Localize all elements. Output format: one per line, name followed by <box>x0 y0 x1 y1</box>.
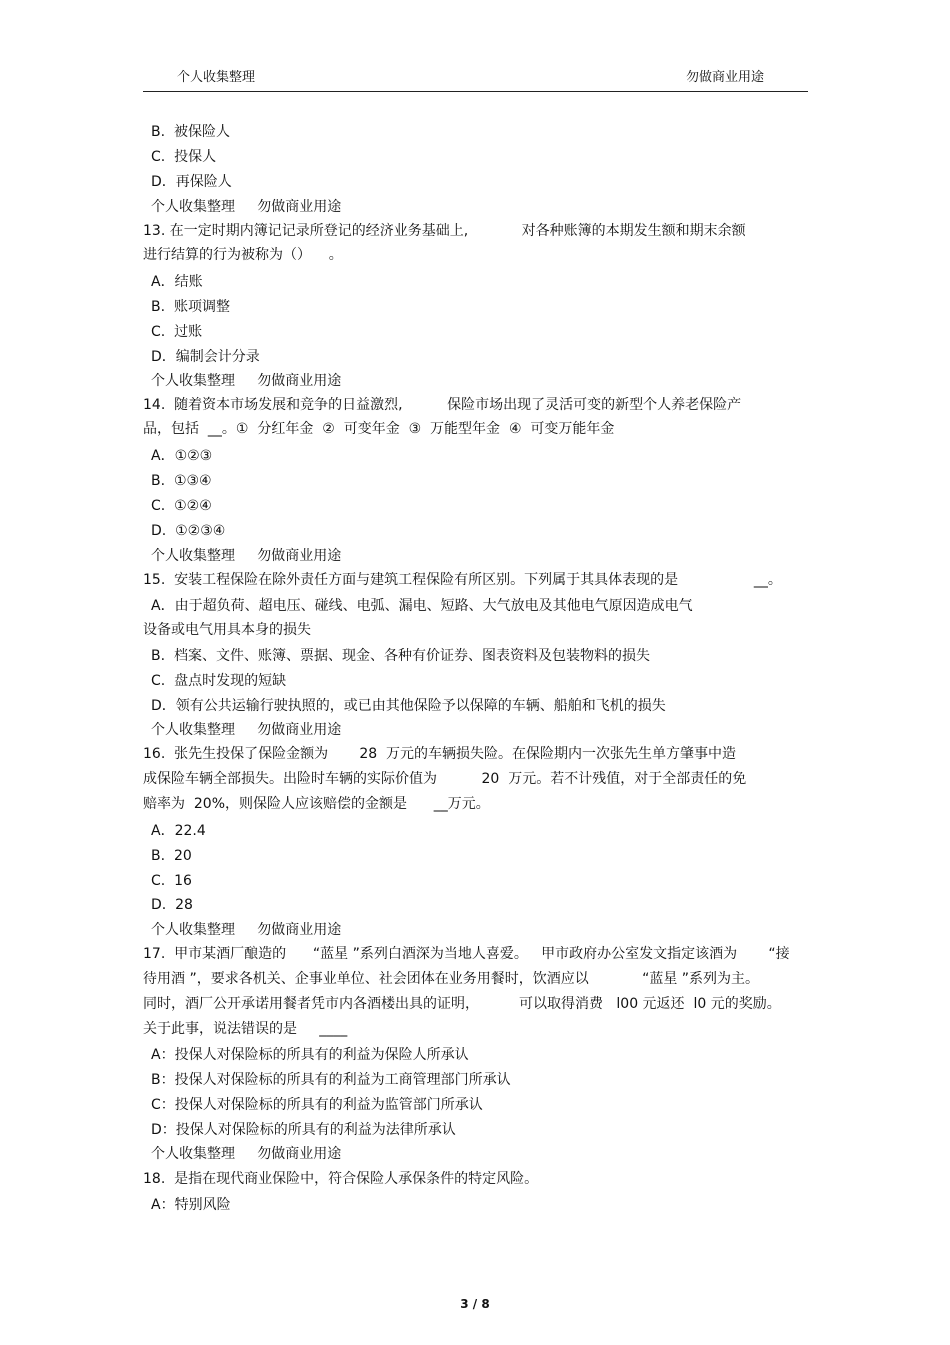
text-line: C. 盘点时发现的短缺 <box>151 673 287 689</box>
text-line: D：投保人对保险标的所具有的利益为法律所承认 <box>151 1122 456 1138</box>
text-line: 18. 是指在现代商业保险中，符合保险人承保条件的特定风险。 <box>143 1171 539 1187</box>
text-line: D. 28 <box>151 897 193 913</box>
text-line: C. 投保人 <box>151 149 217 165</box>
text-line: 17. 甲市某酒厂酿造的 “蓝星 ”系列白酒深为当地人喜爱。 甲市政府办公室发文指定该酒为 “接 <box>143 946 790 962</box>
text-line: A．由于超负荷、超电压、碰线、电弧、漏电、短路、大气放电及其他电气原因造成电气 <box>151 598 693 614</box>
text-line: 待用酒 ”，要求各机关、企事业单位、社会团体在业务用餐时，饮酒应以 “蓝星 ”系列为主。 <box>143 971 760 987</box>
text-line: B. 档案、文件、账簿、票据、现金、各种有价证券、图表资料及包装物料的损失 <box>151 648 650 664</box>
text-line: B. ①③④ <box>151 473 212 489</box>
text-line: 个人收集整理 勿做商业用途 <box>151 1146 342 1162</box>
text-line: A．①②③ <box>151 448 213 464</box>
text-line: C：投保人对保险标的所具有的利益为监管部门所承认 <box>151 1097 483 1113</box>
header-right-text: 勿做商业用途 <box>685 70 764 85</box>
text-line: D. ①②③④ <box>151 523 226 539</box>
text-line: 设备或电气用具本身的损失 <box>143 622 311 638</box>
text-line: C. 16 <box>151 873 192 889</box>
header-divider <box>143 91 808 92</box>
text-line: 个人收集整理 勿做商业用途 <box>151 373 342 389</box>
text-line: 个人收集整理 勿做商业用途 <box>151 722 342 738</box>
text-line: B. 被保险人 <box>151 124 230 140</box>
text-line: B：投保人对保险标的所具有的利益为工商管理部门所承认 <box>151 1072 511 1088</box>
text-line: 同时，酒厂公开承诺用餐者凭市内各酒楼出具的证明， 可以取得消费 l00 元返还 l0 元的奖励。 <box>143 996 781 1012</box>
text-line: A．22.4 <box>151 823 206 839</box>
text-line: 16. 张先生投保了保险金额为 28 万元的车辆损失险。在保险期内一次张先生单方肇事中造 <box>143 746 737 762</box>
text-line: B. 账项调整 <box>151 299 230 315</box>
text-line: 个人收集整理 勿做商业用途 <box>151 922 342 938</box>
text-line: 品，包括 __。① 分红年金 ② 可变年金 ③ 万能型年金 ④ 可变万能年金 <box>143 421 615 437</box>
header-left-text: 个人收集整理 <box>177 70 256 85</box>
text-line: D．领有公共运输行驶执照的，或已由其他保险予以保障的车辆、船舶和飞机的损失 <box>151 698 666 714</box>
text-line: 关于此事，说法错误的是 ____ <box>143 1021 348 1037</box>
text-line: 个人收集整理 勿做商业用途 <box>151 548 342 564</box>
text-line: C. 过账 <box>151 324 203 340</box>
text-line: 成保险车辆全部损失。出险时车辆的实际价值为 20 万元。若不计残值，对于全部责任的免 <box>143 771 747 787</box>
text-line: 赔率为 20%，则保险人应该赔偿的金额是 __万元。 <box>143 796 490 812</box>
text-line: D．再保险人 <box>151 174 232 190</box>
text-line: A：投保人对保险标的所具有的利益为保险人所承认 <box>151 1047 469 1063</box>
text-line: B. 20 <box>151 848 192 864</box>
text-line: A：特别风险 <box>151 1197 231 1213</box>
text-line: A．结账 <box>151 274 203 290</box>
text-line: 15. 安装工程保险在除外责任方面与建筑工程保险有所区别。下列属于其具体表现的是 __。 <box>143 572 782 588</box>
text-line: 进行结算的行为被称为（） 。 <box>143 247 343 263</box>
text-line: 13. 在一定时期内簿记记录所登记的经济业务基础上, 对各种账簿的本期发生额和期末余额 <box>143 223 746 239</box>
page-number: 3 / 8 <box>460 1297 490 1311</box>
text-line: 个人收集整理 勿做商业用途 <box>151 199 342 215</box>
text-line: D．编制会计分录 <box>151 349 260 365</box>
text-line: C. ①②④ <box>151 498 212 514</box>
text-line: 14. 随着资本市场发展和竞争的日益激烈, 保险市场出现了灵活可变的新型个人养老保险产 <box>143 397 742 413</box>
